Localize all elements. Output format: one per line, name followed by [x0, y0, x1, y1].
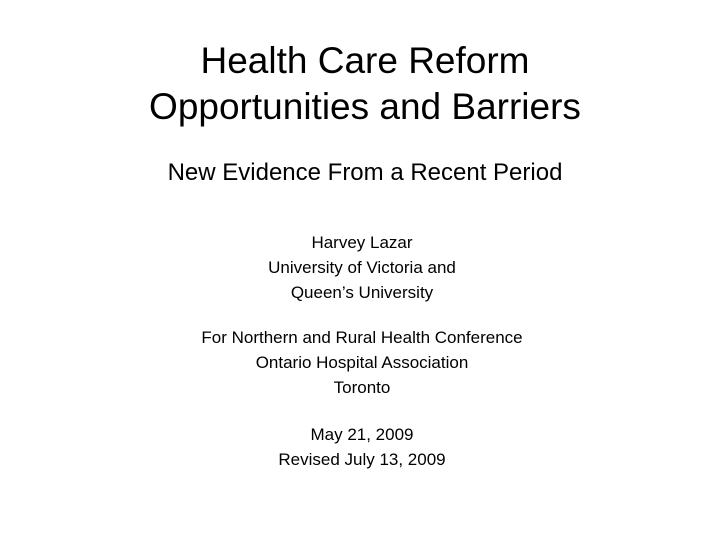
- conference-name: For Northern and Rural Health Conference: [201, 328, 523, 347]
- dates-block: [0, 422, 720, 472]
- title-line-2: Opportunities and Barriers: [149, 86, 581, 127]
- conference-organizer: Ontario Hospital Association: [255, 353, 469, 372]
- author-affiliation-2: Queen’s University: [290, 283, 434, 302]
- author-name: Harvey Lazar: [311, 233, 413, 252]
- author-block: [0, 230, 720, 305]
- title-line-1: Health Care Reform: [200, 40, 530, 81]
- slide-subtitle: New Evidence From a Recent Period: [167, 159, 563, 186]
- slide-title: [0, 38, 720, 130]
- author-affiliation-1: University of Victoria and: [268, 258, 456, 277]
- conference-block: [0, 325, 720, 400]
- conference-location: Toronto: [333, 378, 391, 397]
- presentation-date: May 21, 2009: [310, 425, 414, 444]
- revised-date: Revised July 13, 2009: [278, 450, 446, 469]
